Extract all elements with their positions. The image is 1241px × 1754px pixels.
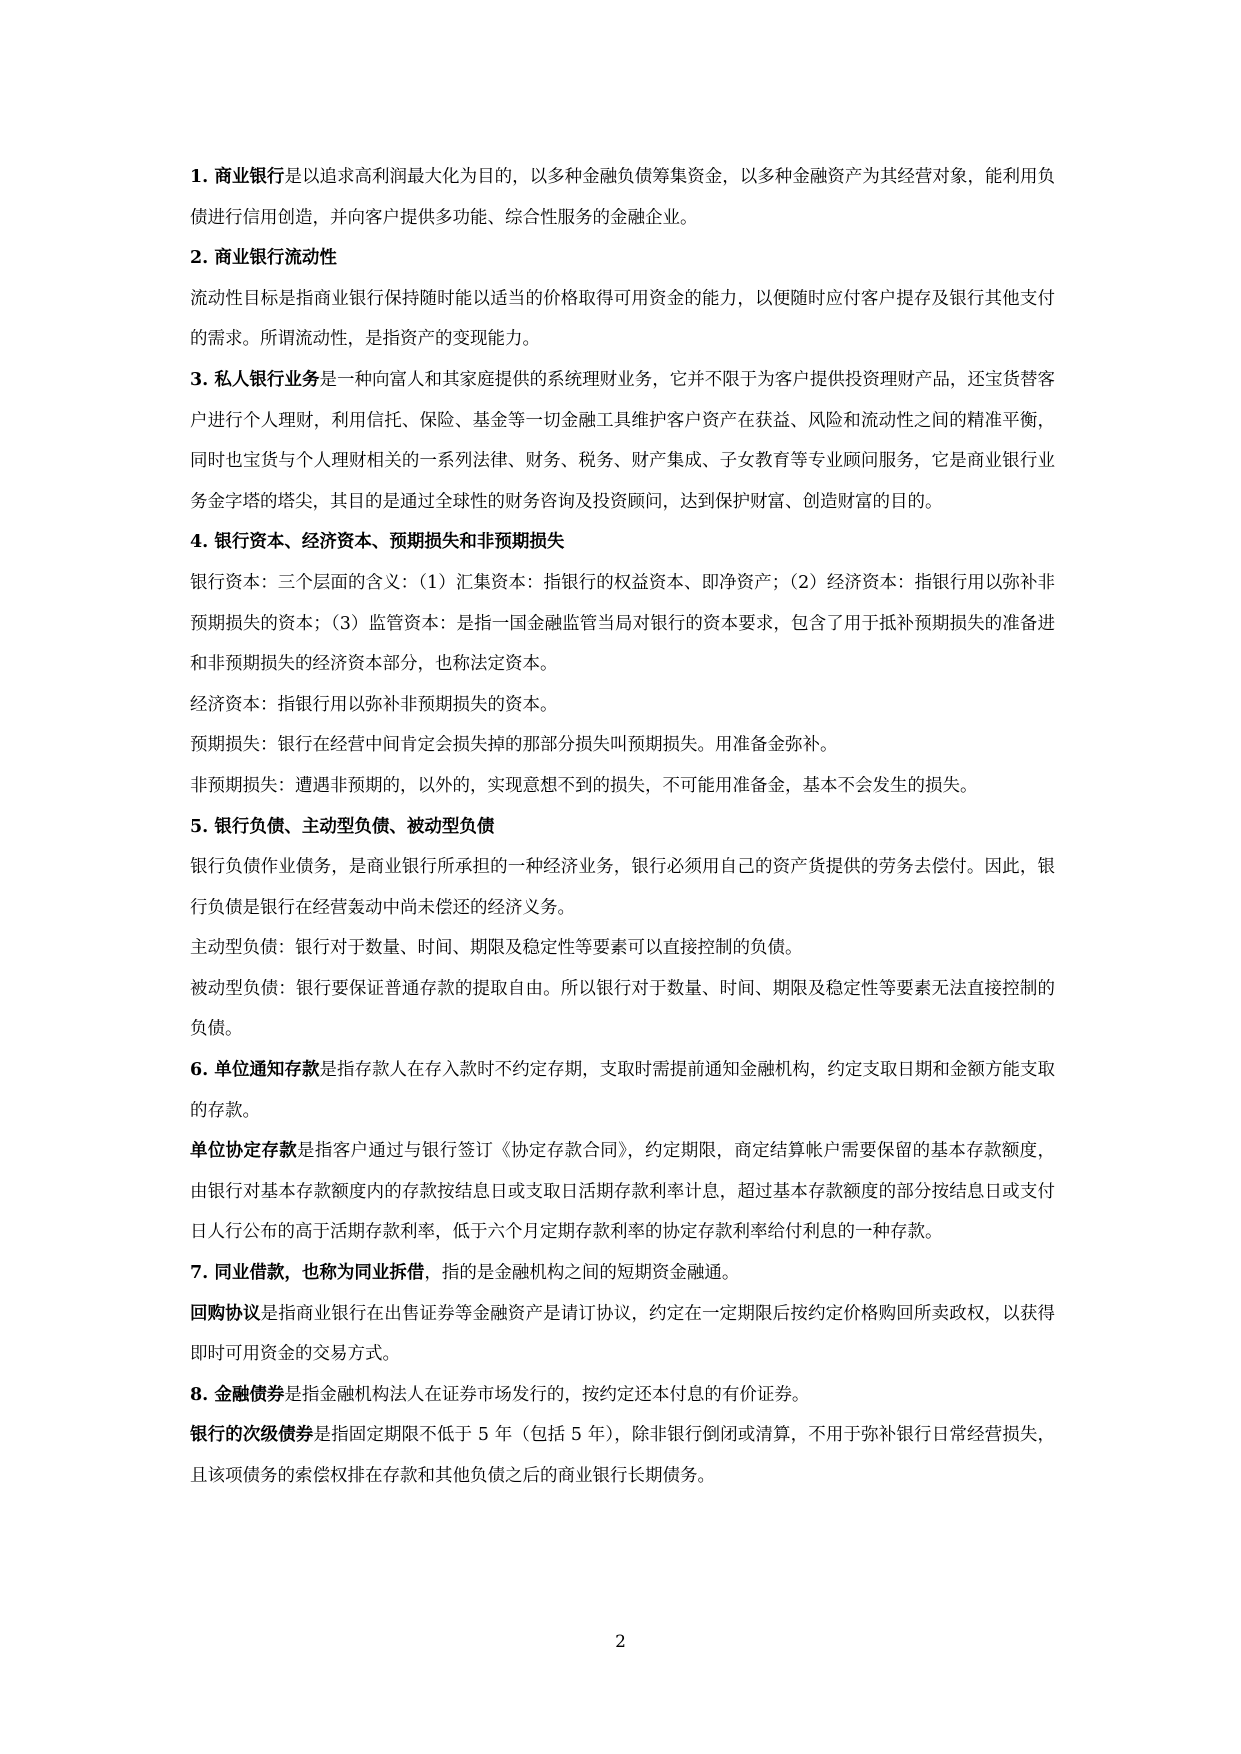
page-number: 2 xyxy=(615,1632,626,1652)
term-subordinated-bonds: 银行的次级债券 xyxy=(190,1425,314,1446)
definition-text: 经济资本：指银行用以弥补非预期损失的资本。 xyxy=(190,694,558,715)
definition-text: 预期损失：银行在经营中间肯定会损失掉的那部分损失叫预期损失。用准备金弥补。 xyxy=(190,735,838,756)
paragraph-10 xyxy=(190,807,1055,848)
definition-text: 被动型负债：银行要保证普通存款的提取自由。所以银行对于数量、时间、期限及稳定性等要素无法直接控制的负债。 xyxy=(190,978,1055,1040)
term-repurchase-agreement: 回购协议 xyxy=(190,1303,261,1324)
definition-text: 是一种向富人和其家庭提供的系统理财业务，它并不限于为客户提供投资理财产品，还宝货替客户进行个人理财，利用信托、保险、基金等一切金融工具维护客户资产在获益、风险和流动性之间的精准平衡，同时也宝货与个人理财相关的一系列法律、财务、税务、财产集成、子女教育等专业顾问服务，它是商业银行业务金字塔的塔尖，其目的是通过全球性的财务咨询及投资顾问，达到保护财富、创造财富的目的。 xyxy=(190,369,1055,512)
term-agreed-deposit: 单位协定存款 xyxy=(190,1141,298,1162)
heading-bank-capital: 4. 银行资本、经济资本、预期损失和非预期损失 xyxy=(190,532,565,553)
document-body xyxy=(190,157,1055,1497)
heading-liquidity: 2. 商业银行流动性 xyxy=(190,248,337,269)
paragraph-15 xyxy=(190,1131,1055,1253)
paragraph-17 xyxy=(190,1294,1055,1375)
term-private-banking: 3. 私人银行业务 xyxy=(190,369,320,390)
paragraph-11 xyxy=(190,847,1055,928)
definition-text: 是指金融机构法人在证券市场发行的，按约定还本付息的有价证券。 xyxy=(284,1384,810,1405)
paragraph-5 xyxy=(190,522,1055,563)
definition-text: 流动性目标是指商业银行保持随时能以适当的价格取得可用资金的能力，以便随时应付客户提存及银行其他支付的需求。所谓流动性，是指资产的变现能力。 xyxy=(190,288,1055,350)
definition-text: 是指商业银行在出售证券等金融资产是请订协议，约定在一定期限后按约定价格购回所卖政权，以获得即时可用资金的交易方式。 xyxy=(190,1303,1055,1365)
paragraph-4 xyxy=(190,360,1055,522)
definition-text: 银行负债作业债务，是商业银行所承担的一种经济业务，银行必须用自己的资产货提供的劳务去偿付。因此，银行负债是银行在经营轰动中尚未偿还的经济义务。 xyxy=(190,857,1055,918)
definition-text: 非预期损失：遭遇非预期的，以外的，实现意想不到的损失，不可能用准备金，基本不会发生的损失。 xyxy=(190,775,978,796)
paragraph-19 xyxy=(190,1415,1055,1496)
definition-text: 是指存款人在存入款时不约定存期，支取时需提前通知金融机构，约定支取日期和金额方能支取的存款。 xyxy=(190,1060,1055,1121)
paragraph-13 xyxy=(190,969,1055,1050)
term-notice-deposit: 6. 单位通知存款 xyxy=(190,1060,320,1081)
paragraph-6 xyxy=(190,563,1055,685)
definition-text: ，指的是金融机构之间的短期资金融通。 xyxy=(424,1263,740,1284)
paragraph-8 xyxy=(190,725,1055,766)
paragraph-14 xyxy=(190,1050,1055,1131)
definition-text: 主动型负债：银行对于数量、时间、期限及稳定性等要素可以直接控制的负债。 xyxy=(190,938,803,959)
paragraph-9 xyxy=(190,766,1055,807)
definition-text: 是指客户通过与银行签订《协定存款合同》，约定期限，商定结算帐户需要保留的基本存款额度，由银行对基本存款额度内的存款按结息日或支取日活期存款利率计息，超过基本存款额度的部分按结息日或支付日人行公布的高于活期存款利率，低于六个月定期存款利率的协定存款利率给付利息的一种存款。 xyxy=(190,1141,1055,1243)
term-commercial-bank: 1. 商业银行 xyxy=(190,167,285,187)
term-interbank-borrowing: 7. 同业借款，也称为同业拆借 xyxy=(190,1263,425,1284)
definition-text: 是指固定期限不低于 5 年（包括 5 年），除非银行倒闭或清算，不用于弥补银行日常经营损失，且该项债务的索偿权排在存款和其他负债之后的商业银行长期债务。 xyxy=(190,1425,1055,1486)
paragraph-12 xyxy=(190,928,1055,969)
term-financial-bonds: 8. 金融债券 xyxy=(190,1384,285,1405)
paragraph-1 xyxy=(190,157,1055,238)
heading-bank-liabilities: 5. 银行负债、主动型负债、被动型负债 xyxy=(190,816,495,837)
paragraph-16 xyxy=(190,1253,1055,1294)
paragraph-3 xyxy=(190,279,1055,360)
definition-text: 是以追求高利润最大化为目的，以多种金融负债筹集资金，以多种金融资产为其经营对象，能利用负债进行信用创造，并向客户提供多功能、综合性服务的金融企业。 xyxy=(190,167,1055,228)
paragraph-2 xyxy=(190,238,1055,279)
paragraph-18 xyxy=(190,1375,1055,1416)
paragraph-7 xyxy=(190,685,1055,726)
definition-text: 银行资本：三个层面的含义：（1）汇集资本：指银行的权益资本、即净资产；（2）经济资本：指银行用以弥补非预期损失的资本；（3）监管资本：是指一国金融监管当局对银行的资本要求，包含了用于抵补预期损失的准备进和非预期损失的经济资本部分，也称法定资本。 xyxy=(190,572,1055,675)
